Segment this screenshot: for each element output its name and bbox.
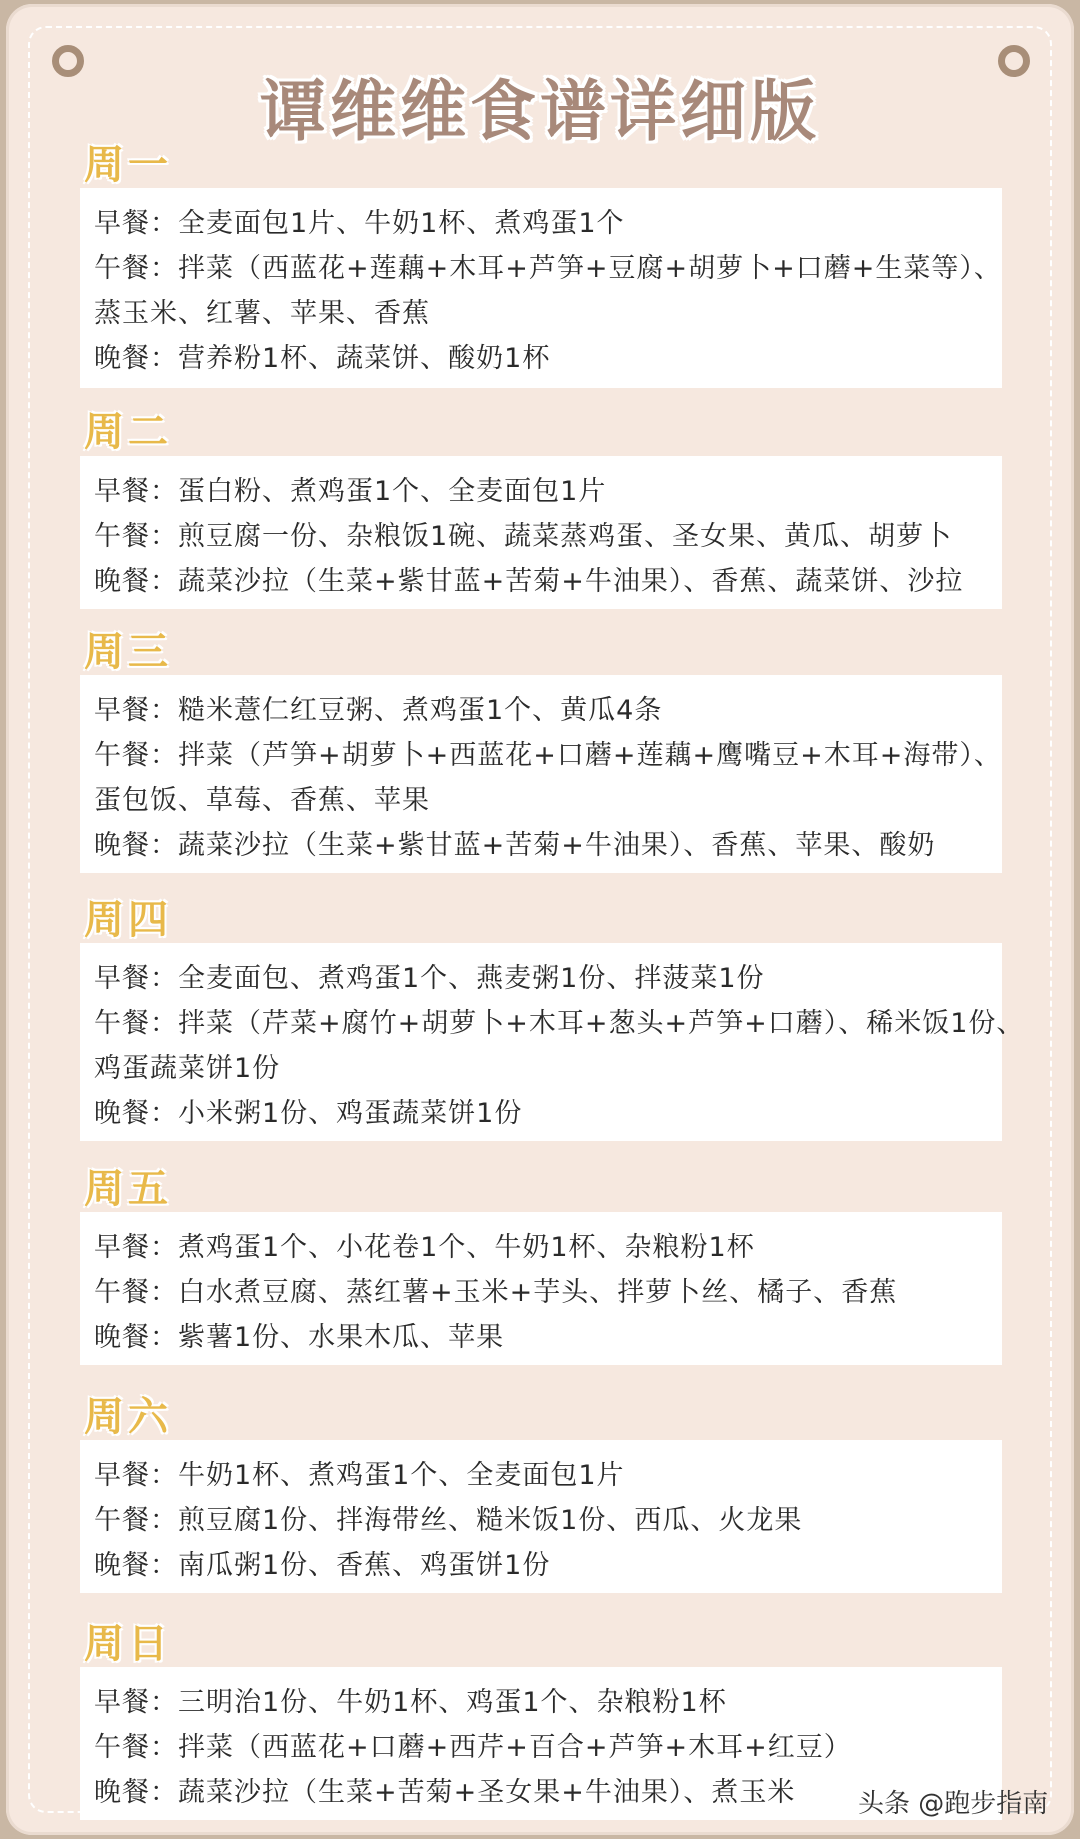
day-card-mon <box>80 188 1002 388</box>
meal-line: 早餐：三明治1份、牛奶1杯、鸡蛋1个、杂粮粉1杯 <box>94 1687 727 1718</box>
day-label-tue: 周二 <box>84 409 172 455</box>
meal-line: 鸡蛋蔬菜饼1份 <box>94 1053 281 1084</box>
day-label-sun: 周日 <box>84 1621 172 1667</box>
day-card-sat <box>80 1440 1002 1593</box>
day-card-wed <box>80 675 1002 873</box>
meal-line: 早餐：牛奶1杯、煮鸡蛋1个、全麦面包1片 <box>94 1460 625 1491</box>
day-label-sat: 周六 <box>84 1394 172 1440</box>
day-label-mon: 周一 <box>84 142 172 188</box>
meal-line: 晚餐：小米粥1份、鸡蛋蔬菜饼1份 <box>94 1098 523 1129</box>
meal-line: 晚餐：紫薯1份、水果木瓜、苹果 <box>94 1322 505 1353</box>
day-card-fri <box>80 1212 1002 1365</box>
meal-line: 蛋包饭、草莓、香蕉、苹果 <box>94 785 430 816</box>
meal-line: 午餐：拌菜（芦笋+胡萝卜+西蓝花+口蘑+莲藕+鹰嘴豆+木耳+海带）、 <box>94 740 1002 771</box>
meal-line: 午餐：白水煮豆腐、蒸红薯+玉米+芋头、拌萝卜丝、橘子、香蕉 <box>94 1277 898 1308</box>
day-card-tue <box>80 456 1002 609</box>
meal-line: 晚餐：南瓜粥1份、香蕉、鸡蛋饼1份 <box>94 1550 551 1581</box>
meal-line: 晚餐：蔬菜沙拉（生菜+苦菊+圣女果+牛油果）、煮玉米 <box>94 1777 796 1808</box>
meal-line: 早餐：煮鸡蛋1个、小花卷1个、牛奶1杯、杂粮粉1杯 <box>94 1232 755 1263</box>
meal-line: 午餐：煎豆腐一份、杂粮饭1碗、蔬菜蒸鸡蛋、圣女果、黄瓜、胡萝卜 <box>94 521 953 552</box>
day-label-wed: 周三 <box>84 629 172 675</box>
meal-line: 午餐：拌菜（西蓝花+莲藕+木耳+芦笋+豆腐+胡萝卜+口蘑+生菜等）、 <box>94 253 1002 284</box>
day-card-thu <box>80 943 1025 1141</box>
meal-line: 晚餐：营养粉1杯、蔬菜饼、酸奶1杯 <box>94 343 551 374</box>
meal-line: 早餐：全麦面包、煮鸡蛋1个、燕麦粥1份、拌菠菜1份 <box>94 963 765 994</box>
day-label-thu: 周四 <box>84 897 172 943</box>
watermark-credit: 头条 @跑步指南 <box>858 1789 1049 1819</box>
meal-line: 午餐：拌菜（西蓝花+口蘑+西芹+百合+芦笋+木耳+红豆） <box>94 1732 852 1763</box>
day-label-fri: 周五 <box>84 1166 172 1212</box>
meal-line: 早餐：蛋白粉、煮鸡蛋1个、全麦面包1片 <box>94 476 607 507</box>
page-title: 谭维维食谱详细版 <box>260 73 820 150</box>
meal-line: 晚餐：蔬菜沙拉（生菜+紫甘蓝+苦菊+牛油果）、香蕉、苹果、酸奶 <box>94 830 936 861</box>
meal-line: 早餐：全麦面包1片、牛奶1杯、煮鸡蛋1个 <box>94 208 625 239</box>
meal-line: 晚餐：蔬菜沙拉（生菜+紫甘蓝+苦菊+牛油果）、香蕉、蔬菜饼、沙拉 <box>94 566 964 597</box>
meal-line: 早餐：糙米薏仁红豆粥、煮鸡蛋1个、黄瓜4条 <box>94 695 663 726</box>
meal-line: 午餐：煎豆腐1份、拌海带丝、糙米饭1份、西瓜、火龙果 <box>94 1505 803 1536</box>
meal-line: 午餐：拌菜（芹菜+腐竹+胡萝卜+木耳+葱头+芦笋+口蘑）、稀米饭1份、 <box>94 1008 1025 1039</box>
meal-line: 蒸玉米、红薯、苹果、香蕉 <box>94 298 430 329</box>
